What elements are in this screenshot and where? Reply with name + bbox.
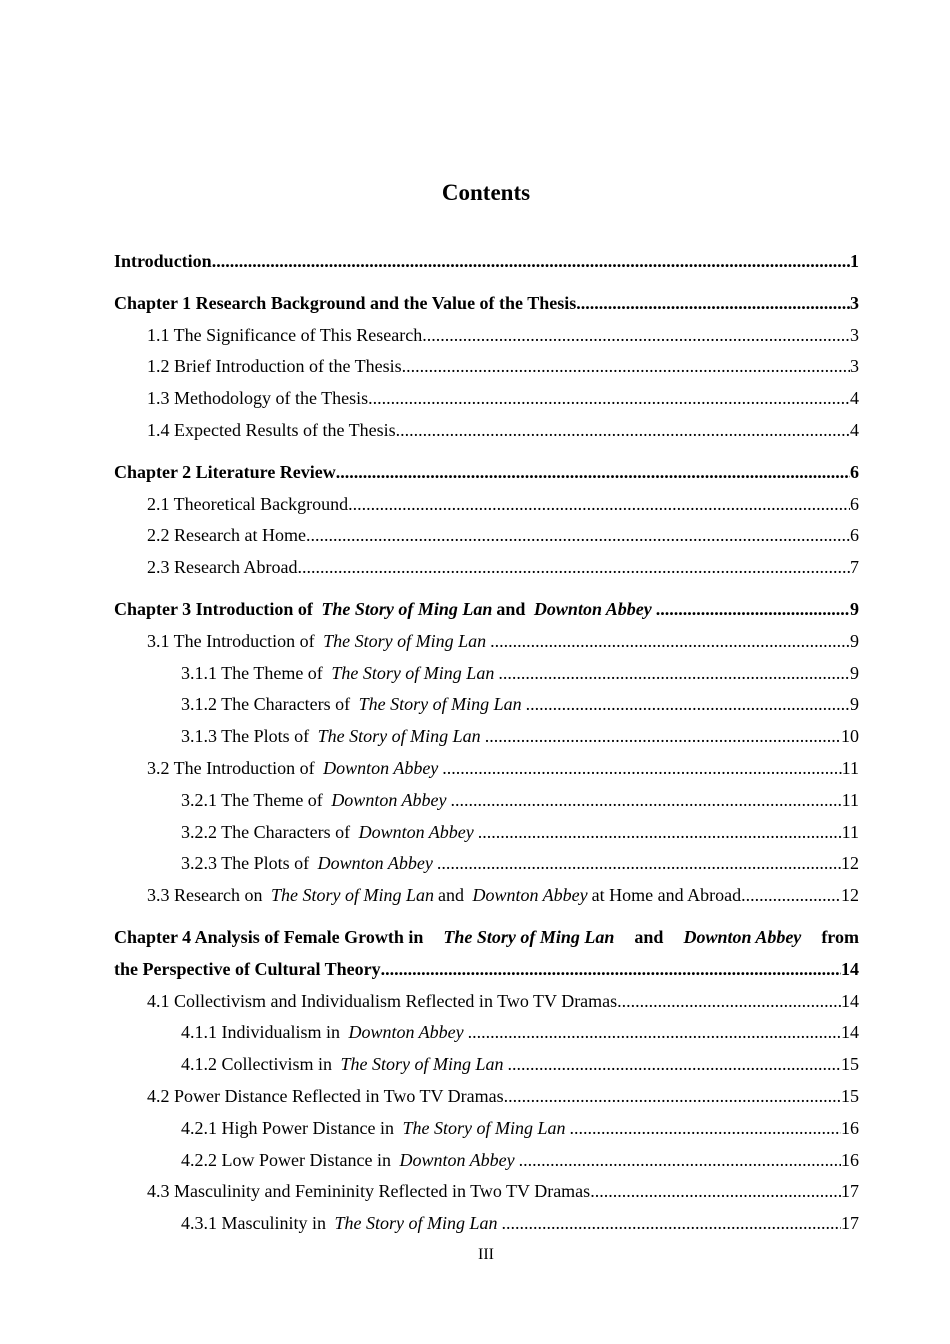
dot-leader [502,1208,841,1240]
dot-leader [617,986,841,1018]
toc-entry-label [147,626,490,658]
label-prefix: 3.2.3 The Plots of [181,853,310,874]
toc-entry-introduction[interactable] [114,246,859,278]
drama-title: The Story of Ming Lan [317,726,481,747]
toc-entry-label [181,1145,519,1177]
dot-leader [526,689,850,721]
toc-entry-label [181,1017,468,1049]
toc-page-number: 11 [841,821,859,842]
label-prefix: 3.1.2 The Characters of [181,694,351,715]
toc-entry-label: 1.2 Brief Introduction of the Thesis [147,356,402,377]
toc-page-number: 11 [841,789,859,810]
toc-page-number: 16 [841,1149,859,1170]
dot-leader [485,721,841,753]
toc-page-number: 14 [841,1022,859,1043]
drama-title: Downton Abbey [331,789,447,810]
toc-page-number: 7 [850,557,859,578]
dot-leader [402,351,850,383]
toc-page-number: 9 [850,630,859,651]
toc-entry-label: 4.2 Power Distance Reflected in Two TV Dramas [147,1085,504,1106]
drama-title: Downton Abbey [348,1022,464,1043]
toc-entry-label: 1.3 Methodology of the Thesis [147,388,369,409]
dot-leader [490,626,850,658]
toc-entry-4-1[interactable] [114,986,859,1018]
toc-entry-4-1-1[interactable] [114,1017,859,1049]
dot-leader [381,954,841,986]
dot-leader [348,489,850,521]
drama-title: The Story of Ming Lan [331,662,495,683]
drama-title: The Story of Ming Lan [321,598,493,619]
toc-entry-label: 2.3 Research Abroad [147,557,298,578]
toc-entry-2-3[interactable] [114,552,859,584]
toc-entry-3-2[interactable] [114,753,859,785]
toc-entry-1-4[interactable] [114,415,859,447]
toc-entry-4-3-1[interactable] [114,1208,859,1240]
toc-page-number: 12 [841,885,859,906]
toc-entry-label: Introduction [114,251,212,271]
drama-title: Downton Abbey [683,926,802,947]
drama-title: The Story of Ming Lan [340,1054,504,1075]
toc-page-number: 17 [841,1181,859,1202]
toc-entry-3-1[interactable] [114,626,859,658]
dot-leader [519,1145,841,1177]
toc-page-number: 3 [850,324,859,345]
label-prefix: 3.2.1 The Theme of [181,789,323,810]
toc-entry-label [181,658,498,690]
toc-entry-label: 2.2 Research at Home [147,525,306,546]
label-prefix: 3.1.1 The Theme of [181,662,323,683]
drama-title: The Story of Ming Lan [443,926,615,947]
toc-entry-4-2-2[interactable] [114,1145,859,1177]
toc-page-number: 4 [850,388,859,409]
toc-entry-1-1[interactable] [114,320,859,352]
label-conjunction: and [496,598,526,619]
drama-title: Downton Abbey [399,1149,515,1170]
toc-entry-4-2-1[interactable] [114,1113,859,1145]
drama-title: The Story of Ming Lan [358,694,522,715]
drama-title: The Story of Ming Lan [334,1213,498,1234]
dot-leader [498,658,850,690]
toc-entry-chapter-3[interactable] [114,594,859,626]
toc-entry-3-2-2[interactable] [114,817,859,849]
toc-entry-label: 4.1 Collectivism and Individualism Reflected in Two TV Dramas [147,990,618,1011]
toc-entry-label: 1.1 The Significance of This Research [147,324,423,345]
toc-page-number: 9 [850,598,859,619]
drama-title: Downton Abbey [323,757,439,778]
dot-leader [590,1176,841,1208]
dot-leader [504,1081,841,1113]
label-conjunction: and [437,885,464,906]
toc-entry-label [114,594,656,626]
toc-entry-2-1[interactable] [114,489,859,521]
toc-entry-label [181,785,450,817]
toc-entry-label [181,848,437,880]
dot-leader [569,1113,841,1145]
label-prefix: 4.3.1 Masculinity in [181,1213,326,1234]
toc-entry-1-2[interactable] [114,351,859,383]
toc-entry-chapter-4[interactable] [114,922,859,986]
dot-leader [450,785,841,817]
toc-page-number: 1 [850,251,859,271]
label-prefix: Chapter 4 Analysis of Female Growth in [114,926,424,947]
toc-entry-label [147,753,442,785]
toc-entry-label [181,1049,508,1081]
toc-entry-1-3[interactable] [114,383,859,415]
dot-leader [442,753,841,785]
label-suffix: from [821,926,859,947]
label-prefix: 4.1.2 Collectivism in [181,1054,332,1075]
toc-entry-3-3[interactable] [114,880,859,912]
label-conjunction: and [634,926,664,947]
drama-title: Downton Abbey [317,853,433,874]
drama-title: Downton Abbey [472,885,588,906]
toc-entry-4-3[interactable] [114,1176,859,1208]
toc-page-number: 14 [841,990,859,1011]
toc-entry-line-2 [114,954,859,986]
toc-entry-4-1-2[interactable] [114,1049,859,1081]
dot-leader [508,1049,841,1081]
toc-page-number: 6 [850,461,859,482]
toc-page-number: 6 [850,493,859,514]
toc-entry-3-1-3[interactable] [114,721,859,753]
toc-page-number: 3 [850,356,859,377]
toc-entry-label [181,689,526,721]
dot-leader [656,594,850,626]
page-title: Contents [441,180,531,205]
toc-page-number: 16 [841,1117,859,1138]
toc-page-number: 15 [841,1054,859,1075]
toc-entry-label: the Perspective of Cultural Theory [114,958,381,979]
dot-leader [576,288,850,320]
toc-entry-label: 1.4 Expected Results of the Thesis [147,419,396,440]
toc-entry-2-2[interactable] [114,520,859,552]
toc-entry-3-1-1[interactable] [114,658,859,690]
toc-entry-chapter-1[interactable] [114,288,859,320]
label-prefix: Chapter 3 Introduction of [114,598,313,619]
toc-entry-label [181,721,485,753]
toc-page-number: 9 [850,662,859,683]
dot-leader [306,520,850,552]
label-prefix: 4.2.1 High Power Distance in [181,1117,394,1138]
toc-entry-label: 4.3 Masculinity and Femininity Reflected in Two TV Dramas [147,1181,591,1202]
toc-entry-label: 2.1 Theoretical Background [147,493,349,514]
toc-entry-chapter-2[interactable] [114,457,859,489]
toc-page-number: 3 [850,292,859,313]
dot-leader [741,880,841,912]
page-number: III [478,1246,494,1263]
label-prefix: 3.1.3 The Plots of [181,726,310,747]
label-prefix: 3.3 Research on [147,885,263,906]
label-prefix: 3.2.2 The Characters of [181,821,351,842]
toc-entry-label: Chapter 1 Research Background and the Value of the Thesis [114,292,577,313]
dot-leader [212,246,850,278]
toc-page-number: 10 [841,726,859,747]
dot-leader [478,817,842,849]
toc-page-number: 9 [850,694,859,715]
label-suffix: at Home and Abroad [591,885,742,906]
toc-entry-3-1-2[interactable] [114,689,859,721]
toc-entry-label [181,1208,502,1240]
label-prefix: 4.1.1 Individualism in [181,1022,340,1043]
drama-title: Downton Abbey [533,598,652,619]
toc-page-number: 6 [850,525,859,546]
toc-entry-3-2-1[interactable] [114,785,859,817]
dot-leader [468,1017,841,1049]
table-of-contents [114,246,859,1240]
label-prefix: 3.1 The Introduction of [147,630,315,651]
toc-entry-line-1 [114,922,859,954]
toc-entry-label: Chapter 2 Literature Review [114,461,336,482]
drama-title: The Story of Ming Lan [323,630,487,651]
dot-leader [297,552,850,584]
toc-entry-4-2[interactable] [114,1081,859,1113]
dot-leader [396,415,850,447]
label-prefix: 4.2.2 Low Power Distance in [181,1149,391,1170]
toc-page-number: 11 [841,757,859,778]
dot-leader [336,457,850,489]
toc-entry-label [181,1113,569,1145]
drama-title: The Story of Ming Lan [270,885,434,906]
toc-page-number: 14 [841,958,859,979]
dot-leader [422,320,850,352]
toc-page-number: 4 [850,419,859,440]
toc-entry-3-2-3[interactable] [114,848,859,880]
drama-title: The Story of Ming Lan [402,1117,566,1138]
drama-title: Downton Abbey [358,821,474,842]
dot-leader [368,383,850,415]
toc-entry-label [181,817,478,849]
toc-page-number: 17 [841,1213,859,1234]
dot-leader [437,848,841,880]
label-prefix: 3.2 The Introduction of [147,757,315,778]
toc-entry-label [147,880,741,912]
toc-page-number: 15 [841,1085,859,1106]
toc-page-number: 12 [841,853,859,874]
